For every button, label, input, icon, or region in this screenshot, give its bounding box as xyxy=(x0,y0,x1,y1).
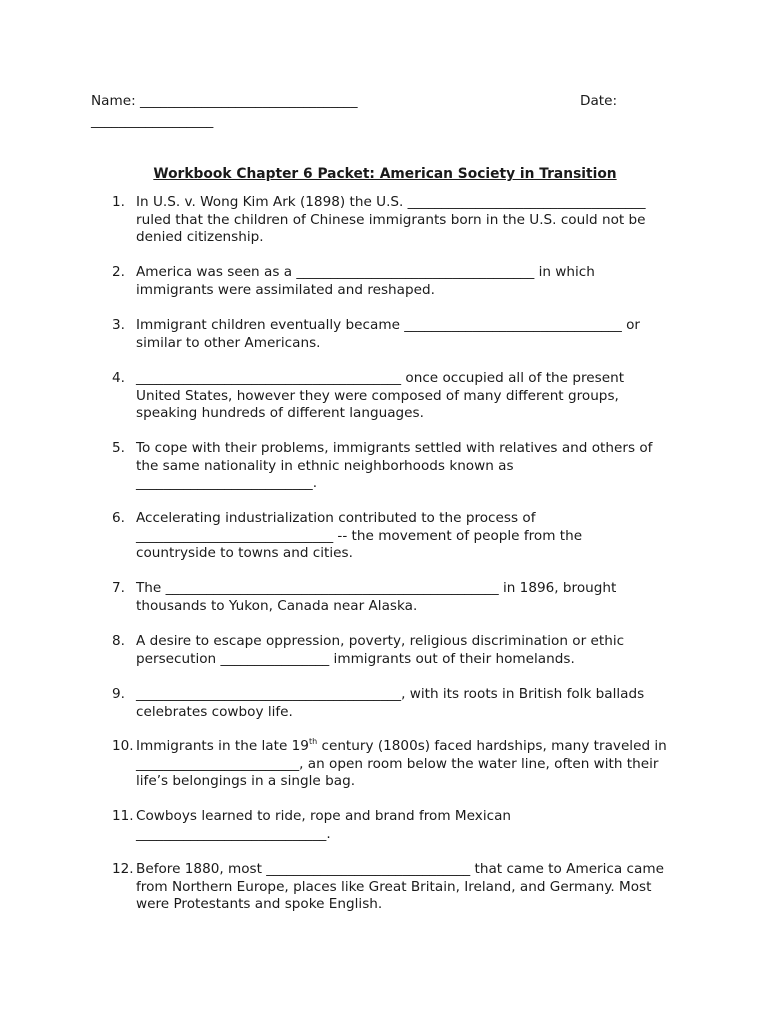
question-text xyxy=(136,194,681,247)
question-line: countryside to towns and cities. xyxy=(136,545,353,561)
question-line: immigrants were assimilated and reshaped. xyxy=(136,281,435,298)
question-line-part: Immigrants in the late 19 xyxy=(136,738,309,754)
question-text xyxy=(136,510,681,563)
question-number: 6. xyxy=(112,510,125,526)
question-line: A desire to escape oppression, poverty, religious discrimination or ethic xyxy=(136,633,625,649)
name-field-label: Name: ________________________________ xyxy=(91,93,358,109)
question-line: ________________________, an open room below the water line, often with their xyxy=(136,755,659,772)
question-line: United States, however they were composed of many different groups, xyxy=(136,387,619,404)
question-line: In U.S. v. Wong Kim Ark (1898) the U.S. ___________________________________ xyxy=(136,194,646,210)
question-number: 12. xyxy=(112,861,134,877)
question-number: 2. xyxy=(112,264,125,280)
question-text xyxy=(136,370,681,423)
question-text xyxy=(136,264,681,299)
question-text xyxy=(136,686,681,721)
question-line: denied citizenship. xyxy=(136,229,264,245)
question-line: the same nationality in ethnic neighborhoods known as xyxy=(136,457,514,474)
question-line: ____________________________. xyxy=(136,825,331,842)
question-number: 3. xyxy=(112,317,125,333)
question-line: The _________________________________________________ in 1896, brought xyxy=(136,580,617,596)
question-line: _______________________________________, with its roots in British folk ballads xyxy=(136,686,645,702)
question-text xyxy=(136,808,681,843)
question-line: speaking hundreds of different languages. xyxy=(136,405,424,421)
question-number: 7. xyxy=(112,580,125,596)
ordinal-superscript: th xyxy=(308,737,318,746)
question-line: celebrates cowboy life. xyxy=(136,703,293,720)
date-field-label: Date: xyxy=(580,93,618,109)
question-line: Before 1880, most ______________________________ that came to America came xyxy=(136,861,664,877)
question-number: 11. xyxy=(112,808,134,824)
question-text xyxy=(136,317,681,352)
question-number: 9. xyxy=(112,686,125,702)
question-line: ruled that the children of Chinese immigrants born in the U.S. could not be xyxy=(136,211,646,228)
question-line: persecution ________________ immigrants out of their homelands. xyxy=(136,650,575,667)
question-text xyxy=(136,633,681,668)
question-text xyxy=(136,580,681,615)
question-line: To cope with their problems, immigrants settled with relatives and others of xyxy=(136,440,653,456)
question-number: 4. xyxy=(112,370,125,386)
question-line-part: century (1800s) faced hardships, many traveled in xyxy=(317,738,667,754)
question-line: __________________________. xyxy=(136,475,318,491)
question-line: from Northern Europe, places like Great Britain, Ireland, and Germany. Most xyxy=(136,878,652,895)
question-line: were Protestants and spoke English. xyxy=(136,896,383,912)
question-text xyxy=(136,861,681,914)
question-line: life’s belongings in a single bag. xyxy=(136,773,356,789)
question-text xyxy=(136,738,681,791)
question-line: similar to other Americans. xyxy=(136,334,321,351)
question-number: 8. xyxy=(112,633,125,649)
page-title: Workbook Chapter 6 Packet: American Society in Transition xyxy=(153,166,617,182)
date-field-blank: __________________ xyxy=(91,113,214,129)
question-line: Immigrant children eventually became ________________________________ or xyxy=(136,317,640,333)
question-line: America was seen as a ___________________________________ in which xyxy=(136,264,595,280)
question-line: _______________________________________ once occupied all of the present xyxy=(136,370,625,386)
question-line xyxy=(136,738,681,756)
question-line: _____________________________ -- the movement of people from the xyxy=(136,527,583,544)
question-line: thousands to Yukon, Canada near Alaska. xyxy=(136,597,418,614)
question-line: Accelerating industrialization contributed to the process of xyxy=(136,510,536,526)
question-line: Cowboys learned to ride, rope and brand from Mexican xyxy=(136,808,512,824)
question-number: 5. xyxy=(112,440,125,456)
question-text xyxy=(136,440,681,493)
question-number: 1. xyxy=(112,194,125,210)
question-number: 10. xyxy=(112,738,134,754)
